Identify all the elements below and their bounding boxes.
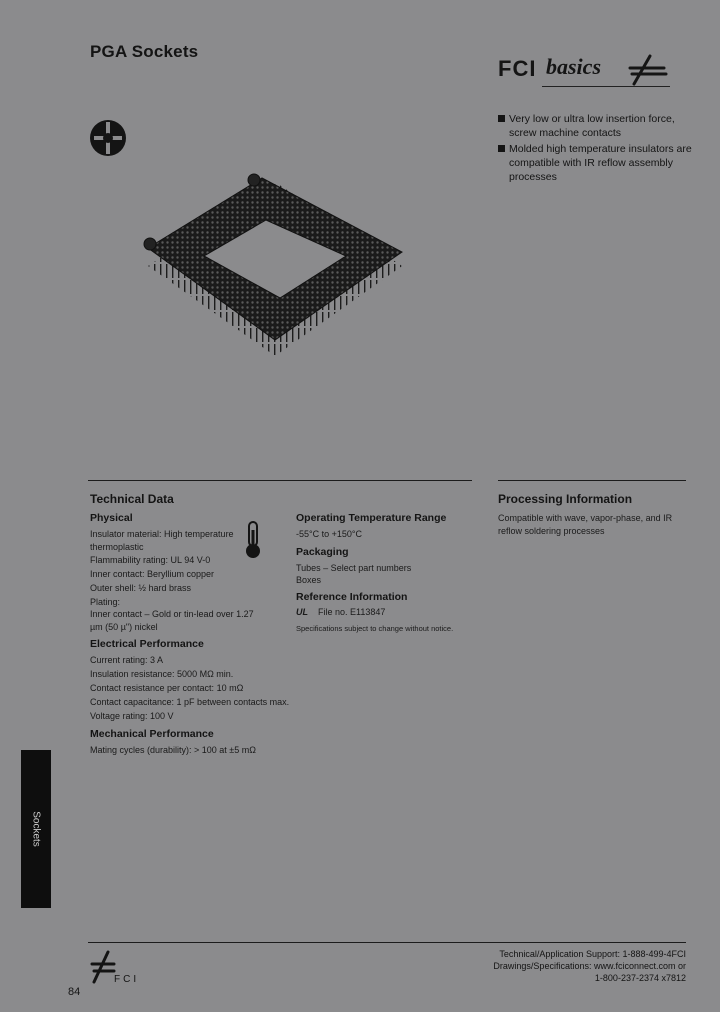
processing-heading: Processing Information <box>498 492 633 506</box>
feature-list <box>498 112 698 186</box>
footer-logo-text: FCI <box>114 974 140 985</box>
physical-spec: Flammability rating: UL 94 V-0 <box>90 555 211 565</box>
physical-spec: Outer shell: ½ hard brass <box>90 583 192 593</box>
footer-divider <box>88 942 686 943</box>
specifications-note: Specifications subject to change without notice. <box>296 624 454 633</box>
electrical-spec: Contact resistance per contact: 10 mΩ <box>90 683 244 693</box>
packaging-heading: Packaging <box>296 546 349 558</box>
physical-spec: Inner contact: Beryllium copper <box>90 569 215 579</box>
page-number: 84 <box>68 986 81 998</box>
processing-text: Compatible with wave, vapor-phase, and IR reflow soldering processes <box>498 513 673 536</box>
section-divider <box>498 480 686 481</box>
side-tab-label: Sockets <box>30 811 42 847</box>
reference-file: File no. E113847 <box>318 607 386 617</box>
logo-basics-text: basics <box>546 54 601 79</box>
contact-line: Technical/Application Support: 1-888-499-4FCI <box>499 949 686 959</box>
electrical-spec: Current rating: 3 A <box>90 655 164 665</box>
contact-line[interactable]: Drawings/Specifications: www.fciconnect.com or <box>493 961 686 971</box>
page-title: PGA Sockets <box>90 42 199 61</box>
physical-spec: Insulator material: High temperature thermoplastic <box>90 529 234 552</box>
section-divider <box>88 480 472 481</box>
mechanical-heading: Mechanical Performance <box>90 728 214 740</box>
electrical-heading: Electrical Performance <box>90 638 204 650</box>
electrical-spec: Insulation resistance: 5000 MΩ min. <box>90 669 234 679</box>
physical-spec: Plating: <box>90 597 121 607</box>
operating-temp-value: -55°C to +150°C <box>296 529 362 539</box>
pga-socket-image <box>140 170 410 355</box>
sockets-side-tab[interactable] <box>21 750 51 908</box>
fci-basics-logo <box>498 52 678 92</box>
thermometer-icon <box>240 520 266 560</box>
packaging-item: Tubes – Select part numbers <box>296 563 412 573</box>
logo-underline <box>542 86 670 87</box>
reference-heading: Reference Information <box>296 591 408 603</box>
packaging-item: Boxes <box>296 575 322 585</box>
fci-star-icon <box>90 950 116 984</box>
footer-fci-logo <box>90 950 150 986</box>
operating-temp-heading: Operating Temperature Range <box>296 512 447 524</box>
electrical-spec: Contact capacitance: 1 pF between contacts max. <box>90 697 290 707</box>
low-insertion-force-icon <box>88 118 128 158</box>
ul-mark-icon: UL <box>296 607 308 617</box>
physical-heading: Physical <box>90 512 133 524</box>
footer-contact <box>420 948 686 984</box>
technical-data-heading: Technical Data <box>90 492 174 506</box>
electrical-spec: Voltage rating: 100 V <box>90 711 174 721</box>
feature-item: Very low or ultra low insertion force, screw machine contacts <box>498 112 698 140</box>
contact-line: 1-800-237-2374 x7812 <box>594 973 686 983</box>
mechanical-spec: Mating cycles (durability): > 100 at ±5 mΩ <box>90 745 256 755</box>
physical-spec: Inner contact – Gold or tin-lead over 1.27 µm (50 µ") nickel <box>90 609 254 632</box>
logo-fci-text: FCI <box>498 56 537 81</box>
feature-item: Molded high temperature insulators are compatible with IR reflow assembly processes <box>498 142 698 184</box>
fci-star-icon <box>624 54 672 86</box>
